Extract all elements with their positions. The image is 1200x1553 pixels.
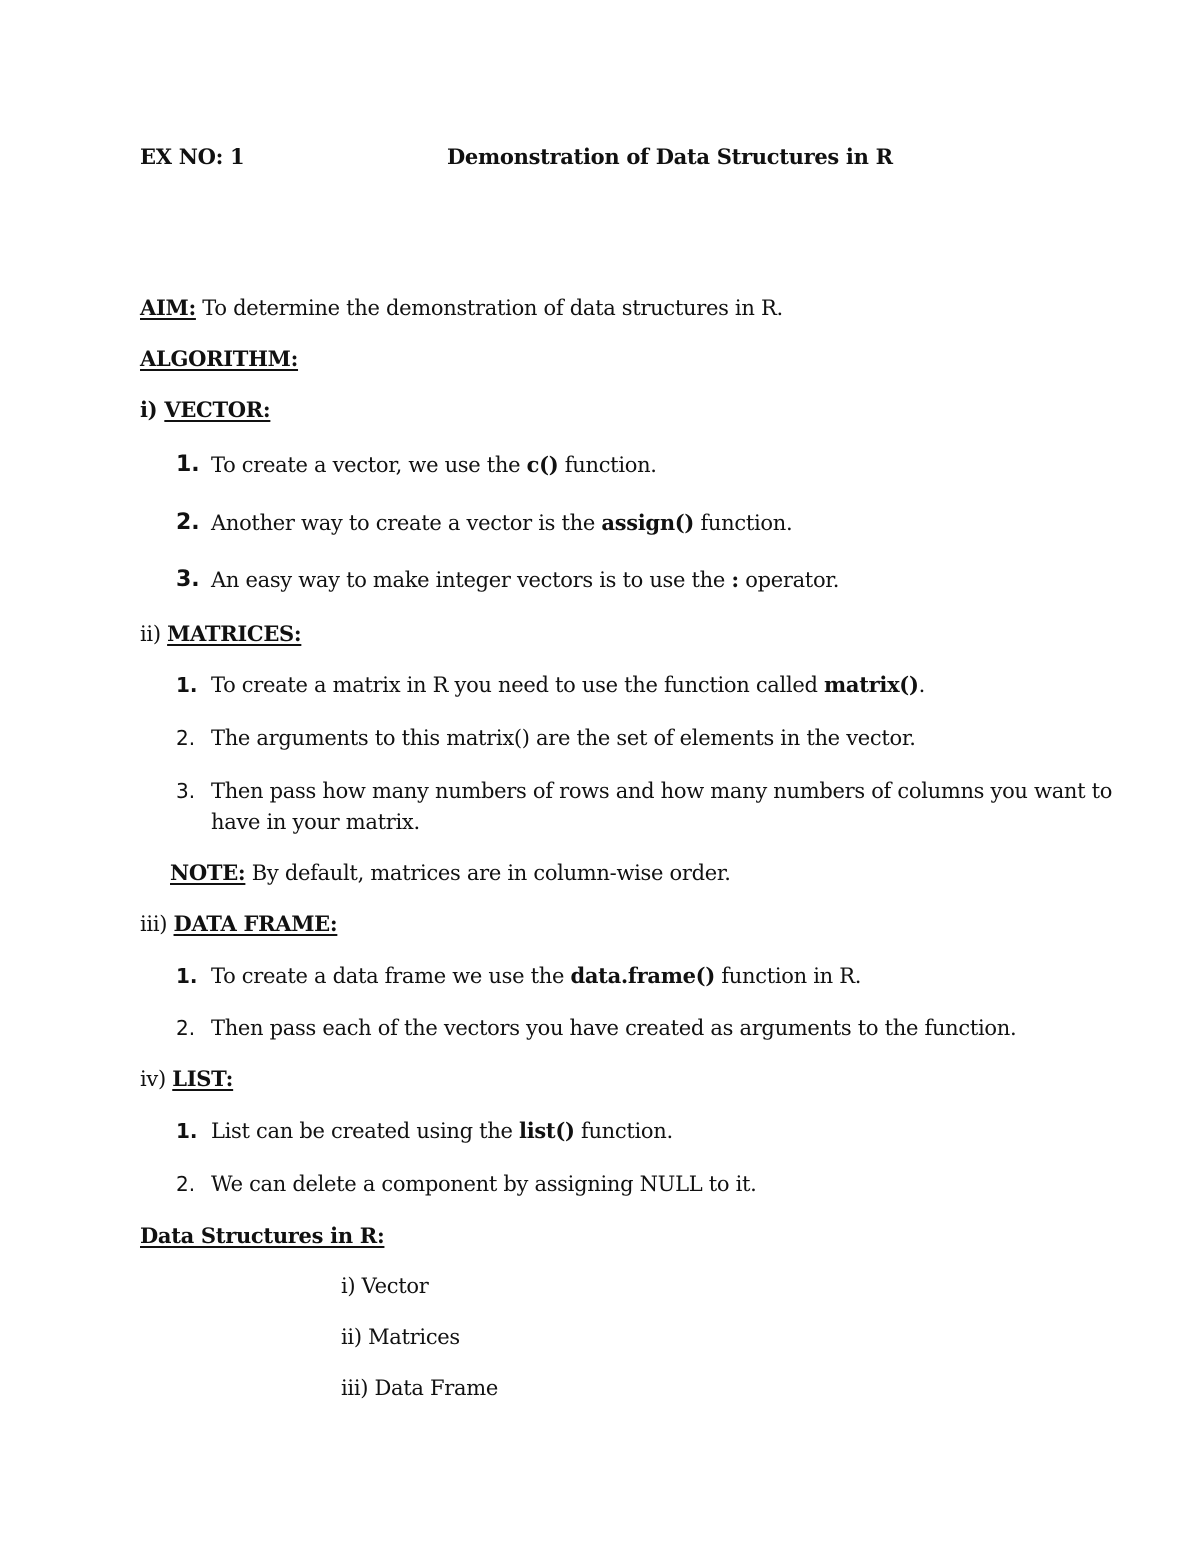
vector-heading xyxy=(140,397,270,423)
matrices-item-3-number: 3. xyxy=(176,779,196,803)
data-frame-prefix: iii) xyxy=(140,912,174,936)
exercise-number: EX NO: 1 xyxy=(140,144,245,169)
data-frame-title: DATA FRAME: xyxy=(173,911,338,936)
list-item-1-number: 1. xyxy=(176,1119,198,1143)
vector-item-2-code: assign() xyxy=(601,510,695,535)
summary-heading: Data Structures in R: xyxy=(140,1223,385,1248)
vector-item-3-text: An easy way to make integer vectors is to use the xyxy=(211,568,732,592)
summary-item-vector: i) Vector xyxy=(341,1274,429,1298)
vector-item-2-suffix: function. xyxy=(694,511,793,535)
list-item-1-suffix: function. xyxy=(574,1119,673,1143)
matrices-item-1-number: 1. xyxy=(176,673,198,697)
note-text: By default, matrices are in column-wise order. xyxy=(245,861,731,885)
vector-item-3 xyxy=(211,567,839,593)
matrices-item-2: The arguments to this matrix() are the set of elements in the vector. xyxy=(211,726,916,750)
data-frame-heading xyxy=(140,911,337,937)
list-item-1-text: List can be created using the xyxy=(211,1119,520,1143)
matrices-item-1-code: matrix() xyxy=(824,672,919,697)
data-frame-item-1 xyxy=(211,963,861,989)
data-frame-item-1-text: To create a data frame we use the xyxy=(211,964,571,988)
aim-text: To determine the demonstration of data structures in R. xyxy=(195,296,783,320)
matrices-prefix: ii) xyxy=(140,622,168,646)
matrices-item-3: Then pass how many numbers of rows and how many numbers of columns you want to xyxy=(211,779,1113,803)
vector-item-1-suffix: function. xyxy=(558,453,657,477)
vector-item-2-number: 2. xyxy=(176,510,200,535)
vector-item-1 xyxy=(211,452,657,478)
vector-item-3-suffix: operator. xyxy=(738,568,840,592)
aim-line xyxy=(140,295,783,321)
data-frame-item-1-code: data.frame() xyxy=(570,963,715,988)
matrices-item-2-number: 2. xyxy=(176,726,196,750)
vector-item-3-number: 3. xyxy=(176,567,200,592)
vector-item-2-text: Another way to create a vector is the xyxy=(211,511,602,535)
list-item-2: We can delete a component by assigning NULL to it. xyxy=(211,1172,757,1196)
data-frame-item-1-number: 1. xyxy=(176,964,198,988)
list-item-1-code: list() xyxy=(519,1118,575,1143)
matrices-heading xyxy=(140,621,301,647)
vector-prefix: i) xyxy=(140,397,165,422)
matrices-title: MATRICES: xyxy=(167,621,302,646)
vector-title: VECTOR: xyxy=(164,397,271,422)
vector-item-1-text: To create a vector, we use the xyxy=(211,453,527,477)
data-frame-item-2: Then pass each of the vectors you have created as arguments to the function. xyxy=(211,1016,1017,1040)
summary-item-data-frame: iii) Data Frame xyxy=(341,1376,498,1400)
matrices-item-1-suffix: . xyxy=(918,673,925,697)
vector-item-1-code: c() xyxy=(526,452,559,477)
aim-label: AIM: xyxy=(140,295,196,320)
data-frame-item-2-number: 2. xyxy=(176,1016,196,1040)
list-item-2-number: 2. xyxy=(176,1172,196,1196)
matrices-item-3-continued: have in your matrix. xyxy=(211,810,420,834)
matrices-item-1 xyxy=(211,672,925,698)
note-label: NOTE: xyxy=(170,860,246,885)
vector-item-3-code: : xyxy=(731,567,739,592)
list-title: LIST: xyxy=(172,1066,234,1091)
list-item-1 xyxy=(211,1118,673,1144)
list-prefix: iv) xyxy=(140,1067,173,1091)
vector-item-1-number: 1. xyxy=(176,452,200,477)
algorithm-heading: ALGORITHM: xyxy=(140,346,299,371)
vector-item-2 xyxy=(211,510,792,536)
page-title: Demonstration of Data Structures in R xyxy=(447,144,893,169)
data-frame-item-1-suffix: function in R. xyxy=(714,964,862,988)
list-heading xyxy=(140,1066,233,1092)
summary-item-matrices: ii) Matrices xyxy=(341,1325,460,1349)
matrices-note xyxy=(170,860,731,886)
matrices-item-1-text: To create a matrix in R you need to use the function called xyxy=(211,673,825,697)
